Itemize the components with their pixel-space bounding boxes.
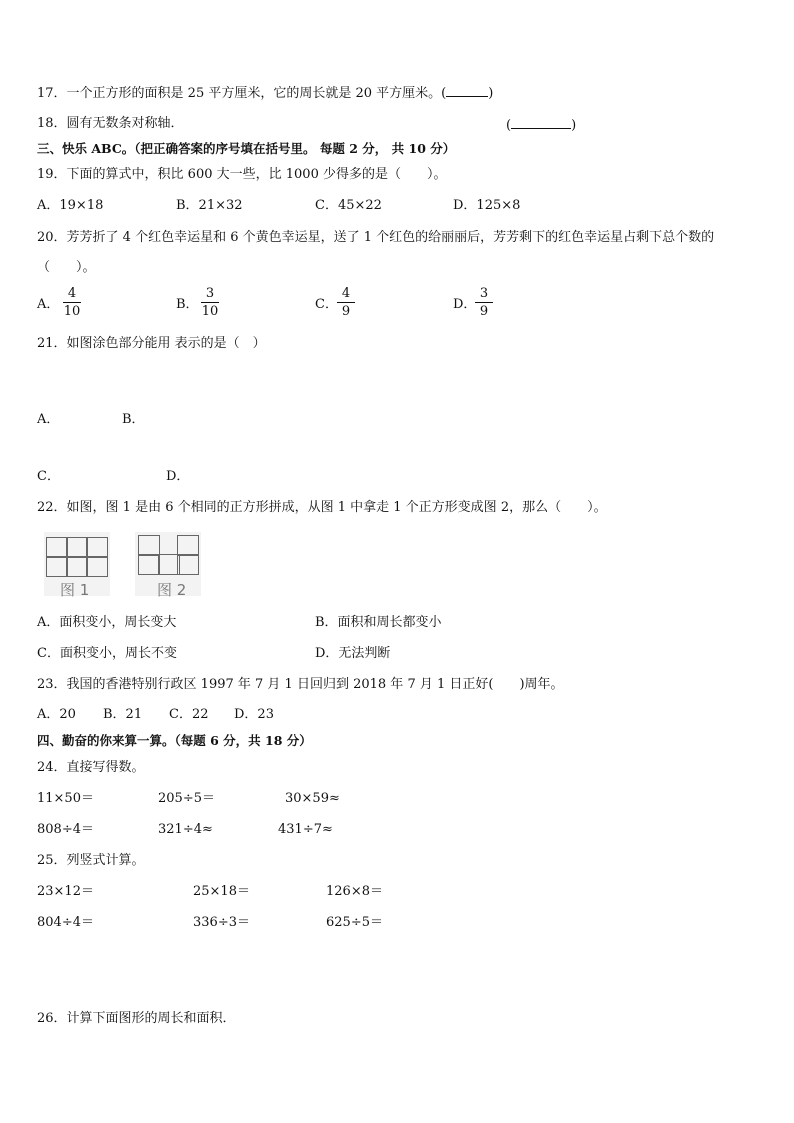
q22-option-d[interactable]: D．无法判断 (315, 646, 391, 661)
q24-item: 321÷4≈ (158, 822, 213, 837)
question-17-text: 17．一个正方形的面积是 25 平方厘米，它的周长就是 20 平方厘米。( (37, 86, 447, 101)
q25-item: 625÷5＝ (326, 915, 383, 930)
fraction-bar (475, 302, 493, 303)
q24-item: 205÷5＝ (158, 791, 215, 806)
numerator: 3 (205, 286, 215, 301)
q25-item: 804÷4＝ (37, 915, 94, 930)
q23-option-d[interactable]: D．23 (234, 707, 274, 722)
denominator: 10 (201, 304, 219, 319)
paren-close: ) (488, 86, 494, 101)
grid-square (177, 535, 199, 556)
q22-option-c[interactable]: C．面积变小，周长不变 (37, 646, 177, 661)
q19-option-d[interactable]: D．125×8 (453, 198, 521, 213)
paren-close: ) (571, 118, 577, 133)
q21-option-b[interactable]: B． (122, 412, 145, 427)
q22-option-b[interactable]: B．面积和周长都变小 (315, 615, 442, 630)
q24-item: 11×50＝ (37, 791, 94, 806)
q23-option-b[interactable]: B．21 (103, 707, 143, 722)
q23-option-a[interactable]: A．20 (37, 707, 76, 722)
q19-option-b[interactable]: B．21×32 (176, 198, 243, 213)
q20-option-a-label[interactable]: A． (37, 297, 60, 312)
question-22-text: 22．如图，图 1 是由 6 个相同的正方形拼成，从图 1 中拿走 1 个正方形变成图 2，那么（ ）。 (37, 500, 607, 515)
q24-item: 808÷4＝ (37, 822, 94, 837)
question-20-text: 20．芳芳折了 4 个红色幸运星和 6 个黄色幸运星，送了 1 个红色的给丽丽后，芳芳剩下的红色幸运星占剩下总个数的 (37, 230, 715, 245)
question-17 (37, 84, 493, 102)
numerator: 4 (341, 286, 351, 301)
section-3-heading: 三、快乐 ABC。（把正确答案的序号填在括号里。 每题 2 分， 共 10 分） (37, 141, 456, 156)
question-24-text: 24．直接写得数。 (37, 760, 145, 775)
denominator: 9 (479, 304, 489, 319)
question-20-paren: （ ）。 (37, 260, 96, 275)
q25-item: 23×12＝ (37, 884, 94, 899)
fraction-bar (201, 302, 219, 303)
numerator: 4 (67, 286, 77, 301)
grid-square (138, 535, 160, 556)
section-4-heading: 四、勤奋的你来算一算。（每题 6 分，共 18 分） (37, 733, 312, 748)
denominator: 9 (341, 304, 351, 319)
question-19-text: 19．下面的算式中，积比 600 大一些，比 1000 少得多的是（ ）。 (37, 167, 447, 182)
q20-option-c-fraction (336, 286, 356, 319)
q21-option-a[interactable]: A． (37, 412, 60, 427)
q21-option-c[interactable]: C． (37, 469, 60, 484)
q20-option-a-fraction (62, 286, 82, 319)
q20-option-c-label[interactable]: C． (315, 297, 338, 312)
q20-option-b-fraction (200, 286, 220, 319)
q24-item: 431÷7≈ (278, 822, 333, 837)
figure-2-label: 图 2 (157, 581, 187, 599)
grid-square (86, 537, 108, 558)
q23-option-c[interactable]: C．22 (169, 707, 209, 722)
grid-square (138, 554, 160, 575)
answer-blank-18[interactable] (511, 116, 571, 129)
q20-option-d-label[interactable]: D． (453, 297, 477, 312)
fraction-bar (337, 302, 355, 303)
q20-option-b-label[interactable]: B． (176, 297, 199, 312)
question-25-text: 25．列竖式计算。 (37, 853, 145, 868)
q19-option-a[interactable]: A．19×18 (37, 198, 104, 213)
paren-open: ( (506, 118, 512, 133)
denominator: 10 (63, 304, 81, 319)
question-18-text: 18．圆有无数条对称轴． (37, 116, 184, 131)
numerator: 3 (479, 286, 489, 301)
q24-item: 30×59≈ (285, 791, 340, 806)
grid-square (46, 556, 68, 577)
question-21-text: 21．如图涂色部分能用 表示的是（ ） (37, 336, 266, 351)
figure-1-label: 图 1 (60, 581, 90, 599)
fraction-bar (63, 302, 81, 303)
grid-square (177, 554, 199, 575)
grid-square (86, 556, 108, 577)
q25-item: 336÷3＝ (193, 915, 250, 930)
answer-18 (506, 116, 576, 134)
grid-square (66, 556, 88, 577)
q25-item: 126×8＝ (326, 884, 383, 899)
grid-square (46, 537, 68, 558)
q20-option-d-fraction (474, 286, 494, 319)
grid-square (66, 537, 88, 558)
q25-item: 25×18＝ (193, 884, 250, 899)
q19-option-c[interactable]: C．45×22 (315, 198, 382, 213)
q21-option-d[interactable]: D． (166, 469, 190, 484)
question-23-text: 23．我国的香港特别行政区 1997 年 7 月 1 日回归到 2018 年 7 月 1 日正好( )周年。 (37, 677, 564, 692)
q22-option-a[interactable]: A．面积变小，周长变大 (37, 615, 177, 630)
answer-blank-17[interactable] (446, 84, 488, 97)
question-26-text: 26．计算下面图形的周长和面积． (37, 1011, 236, 1026)
